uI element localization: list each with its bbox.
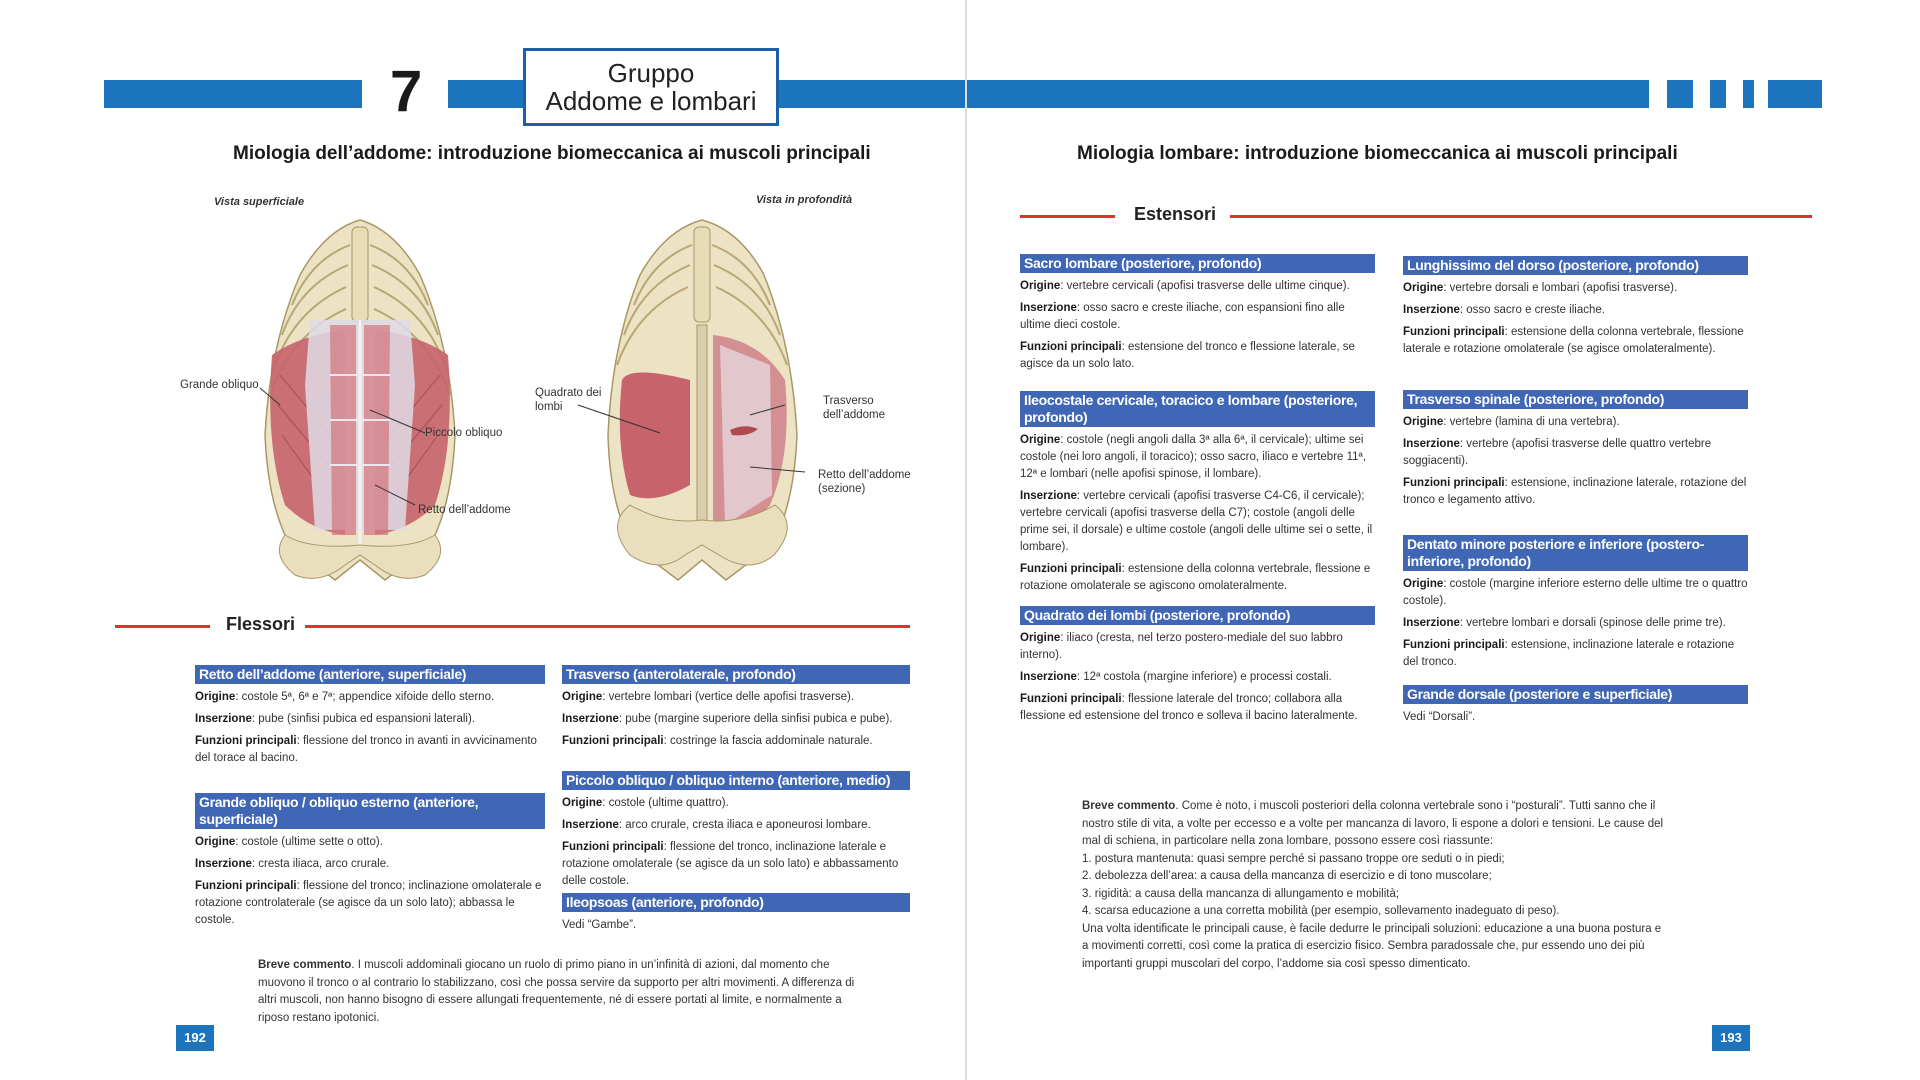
muscle-insertion: Inserzione: vertebre (apofisi trasverse delle quattro vertebre soggiacenti). <box>1403 438 1712 467</box>
superficial-torso-illustration <box>265 220 455 580</box>
label-retto-sezione-line-2: (sezione) <box>818 483 866 495</box>
section-title-estensori: Estensori <box>1124 204 1226 225</box>
muscle-insertion: Inserzione: osso sacro e creste iliache, con espansioni fino alle ultime dieci costole. <box>1020 302 1345 331</box>
muscle-card-title: Retto dell’addome (anteriore, superficiale) <box>195 665 545 684</box>
muscle-card-trasverso-spinale <box>1403 390 1748 514</box>
muscle-origin: Origine: vertebre lombari (vertice delle apofisi trasverse). <box>562 691 855 703</box>
label-trasverso <box>823 394 885 422</box>
muscle-insertion: Inserzione: cresta iliaca, arco crurale. <box>195 858 390 870</box>
label-piccolo-obliquo: Piccolo obliquo <box>425 427 503 439</box>
muscle-card-piccolo-obliquo <box>562 771 910 895</box>
muscle-origin: Origine: costole 5ª, 6ª e 7ª; appendice xifoide dello sterno. <box>195 691 495 703</box>
muscle-origin: Origine: costole (margine inferiore esterno delle ultime tre o quattro costole). <box>1403 578 1748 607</box>
section-rule-left <box>115 625 210 628</box>
muscle-see-also: Vedi “Dorsali”. <box>1403 711 1476 723</box>
muscle-functions: Funzioni principali: estensione, inclinazione laterale e rotazione del tronco. <box>1403 639 1735 668</box>
muscle-insertion: Inserzione: pube (sinfisi pubica ed espansioni laterali). <box>195 713 475 725</box>
muscle-card-trasverso <box>562 665 910 755</box>
muscle-insertion: Inserzione: vertebre lombari e dorsali (spinose delle prime tre). <box>1403 617 1726 629</box>
muscle-card-title: Ileocostale cervicale, toracico e lombare (posteriore, profondo) <box>1020 391 1375 427</box>
muscle-functions: Funzioni principali: costringe la fascia addominale naturale. <box>562 735 873 747</box>
muscle-functions: Funzioni principali: flessione del tronco in avanti in avvicinamento del torace al bacino. <box>195 735 537 764</box>
label-retto-sezione <box>818 468 911 496</box>
muscle-card-title: Grande obliquo / obliquo esterno (anteriore, superficiale) <box>195 793 545 829</box>
muscle-card-ileocostale <box>1020 391 1375 600</box>
muscle-card-title: Lunghissimo del dorso (posteriore, profondo) <box>1403 256 1748 275</box>
header-bar-block-1 <box>1667 80 1693 108</box>
muscle-card-title: Trasverso (anterolaterale, profondo) <box>562 665 910 684</box>
label-retto-addome: Retto dell’addome <box>418 504 511 516</box>
muscle-card-ileopsoas <box>562 893 910 939</box>
muscle-insertion: Inserzione: vertebre cervicali (apofisi trasverse C4-C6, il cervicale); vertebre cervicali (apofisi trasverse della C7); costole (angoli delle prime sei, il dorsale) e ultime costole (angoli delle ultime sei o sette, il lombare). <box>1020 490 1373 553</box>
muscle-card-dentato-minore <box>1403 535 1748 676</box>
muscle-insertion: Inserzione: 12ª costola (margine inferiore) e processi costali. <box>1020 671 1332 683</box>
comment-label: Breve commento <box>1082 800 1176 812</box>
muscle-card-title: Grande dorsale (posteriore e superficiale) <box>1403 685 1748 704</box>
deep-torso-illustration <box>608 220 797 580</box>
muscle-card-title: Dentato minore posteriore e inferiore (postero-inferiore, profondo) <box>1403 535 1748 571</box>
muscle-see-also: Vedi “Gambe”. <box>562 919 637 931</box>
header-bar-block-4 <box>1768 80 1822 108</box>
figure-caption-superficial: Vista superficiale <box>214 196 305 208</box>
comment-label: Breve commento <box>258 959 352 971</box>
group-title-line-2: Addome e lombari <box>545 86 757 116</box>
muscle-card-sacro-lombare <box>1020 254 1375 378</box>
muscle-insertion: Inserzione: osso sacro e creste iliache. <box>1403 304 1605 316</box>
section-header-estensori <box>1020 204 1812 228</box>
muscle-card-grande-dorsale <box>1403 685 1748 731</box>
muscle-card-title: Quadrato dei lombi (posteriore, profondo) <box>1020 606 1375 625</box>
page-number-right: 193 <box>1712 1025 1750 1051</box>
muscle-card-grande-obliquo <box>195 793 545 934</box>
header-bar-long <box>779 80 1649 108</box>
right-brief-comment <box>1082 798 1667 973</box>
muscle-origin: Origine: vertebre cervicali (apofisi trasverse delle ultime cinque). <box>1020 280 1350 292</box>
muscle-card-lunghissimo <box>1403 256 1748 363</box>
label-retto-sezione-line-1: Retto dell’addome <box>818 469 911 481</box>
comment-outro: Una volta identificate le principali cause, è facile dedurre le principali soluzioni: educazione a una buona postura e a movimenti corretti, così come la pratica di esercizio fisico. Sembra paradossale che, pur essendo uno dei più importanti gruppi muscolari del corpo, l’addome sia così spesso dimenticato. <box>1082 922 1662 970</box>
page-number-left: 192 <box>176 1025 214 1051</box>
left-page-heading: Miologia dell’addome: introduzione biomeccanica ai muscoli principali <box>233 143 871 164</box>
muscle-functions: Funzioni principali: estensione della colonna vertebrale, flessione laterale e rotazione omolaterale (se agisce omolateralmente). <box>1403 326 1744 355</box>
page-gutter <box>965 0 967 1080</box>
muscle-functions: Funzioni principali: estensione della colonna vertebrale, flessione e rotazione omolaterale se agiscono omolateralmente. <box>1020 563 1371 592</box>
muscle-origin: Origine: vertebre (lamina di una vertebra). <box>1403 416 1620 428</box>
muscle-origin: Origine: vertebre dorsali e lombari (apofisi trasverse). <box>1403 282 1678 294</box>
section-title-flessori: Flessori <box>216 614 305 635</box>
label-quadrato-lombi <box>535 386 602 414</box>
right-page-heading: Miologia lombare: introduzione biomeccanica ai muscoli principali <box>1077 143 1678 164</box>
section-rule-right <box>305 625 910 628</box>
muscle-functions: Funzioni principali: flessione del tronco; inclinazione omolaterale e rotazione controlaterale (se agisce da un solo lato); abbassa le costole. <box>195 880 542 926</box>
label-quadrato-line-2: lombi <box>535 401 563 413</box>
muscle-origin: Origine: costole (ultime sette o otto). <box>195 836 383 848</box>
chapter-number: 7 <box>390 59 423 124</box>
label-trasverso-line-2: dell’addome <box>823 409 886 421</box>
muscle-origin: Origine: iliaco (cresta, nel terzo postero-mediale del suo labbro interno). <box>1020 632 1343 661</box>
label-grande-obliquo: Grande obliquo <box>180 379 259 391</box>
header-bar-left <box>104 80 362 108</box>
label-trasverso-line-1: Trasverso <box>823 395 874 407</box>
muscle-functions: Funzioni principali: flessione del tronco, inclinazione laterale e rotazione omolaterale (se agisce da un solo lato) e abbassamento delle costole. <box>562 841 899 887</box>
left-brief-comment <box>258 957 858 1027</box>
muscle-origin: Origine: costole (negli angoli dalla 3ª alla 6ª, il cervicale); ultime sei costole (nei loro angoli, il toracico); osso sacro, iliaco e vertebre 11ª, 12ª e lombari (nelle apofisi spinose, il lombare). <box>1020 434 1367 480</box>
comment-list-item: 1. postura mantenuta: quasi sempre perché si passano troppe ore seduti o in piedi; <box>1082 852 1505 865</box>
muscle-card-title: Ileopsoas (anteriore, profondo) <box>562 893 910 912</box>
section-rule-right <box>1230 215 1812 218</box>
comment-text: Breve commento. I muscoli addominali giocano un ruolo di primo piano in un’infinità di azioni, dal momento che muovono il tronco o al contrario lo stabilizzano, così che possa servire da supporto per altri movimenti. A differenza di altri muscoli, non hanno bisogno di essere allungati frequentemente, né di essere portati al limite, e normalmente a riposo restano ipotonici. <box>258 959 855 1024</box>
label-quadrato-line-1: Quadrato dei <box>535 387 602 399</box>
muscle-insertion: Inserzione: pube (margine superiore della sinfisi pubica e pube). <box>562 713 893 725</box>
muscle-card-quadrato-lombi <box>1020 606 1375 730</box>
comment-list-item: 3. rigidità: a causa della mancanza di allungamento e mobilità; <box>1082 887 1400 900</box>
muscle-card-retto-addome <box>195 665 545 772</box>
group-title-box <box>523 48 779 126</box>
comment-list-item: 2. debolezza dell’area: a causa della mancanza di esercizio e di tono muscolare; <box>1082 870 1492 882</box>
muscle-origin: Origine: costole (ultime quattro). <box>562 797 729 809</box>
muscle-functions: Funzioni principali: estensione, inclinazione laterale, rotazione del tronco e legamento attivo. <box>1403 477 1747 506</box>
section-rule-left <box>1020 215 1115 218</box>
muscle-functions: Funzioni principali: estensione del tronco e flessione laterale, se agisce da un solo lato. <box>1020 341 1355 370</box>
header-bar-block-3 <box>1743 80 1754 108</box>
section-header-flessori <box>115 614 910 638</box>
muscle-card-title: Piccolo obliquo / obliquo interno (anteriore, medio) <box>562 771 910 790</box>
comment-list-item: 4. scarsa educazione a una corretta mobilità (per esempio, sollevamento inadeguato di peso). <box>1082 905 1560 917</box>
header-bar-block-2 <box>1710 80 1726 108</box>
group-title-line-1: Gruppo <box>607 58 695 88</box>
comment-intro: Breve commento. Come è noto, i muscoli posteriori della colonna vertebrale sono i “posturali”. Tutti sanno che il nostro stile di vita, a volte per eccesso e a volte per mancanza di lavoro, li espone a dolori e tensioni. Le cause del mal di schiena, in particolare nella zona lombare, possono essere così riassunte: <box>1082 800 1664 847</box>
header-bar-middle <box>448 80 523 108</box>
muscle-insertion: Inserzione: arco crurale, cresta iliaca e aponeurosi lombare. <box>562 819 871 831</box>
muscle-card-title: Trasverso spinale (posteriore, profondo) <box>1403 390 1748 409</box>
figure-caption-deep: Vista in profondità <box>756 194 853 206</box>
muscle-card-title: Sacro lombare (posteriore, profondo) <box>1020 254 1375 273</box>
muscle-functions: Funzioni principali: flessione laterale del tronco; collabora alla flessione ed estensione del tronco e solleva il bacino lateralmente. <box>1020 693 1358 722</box>
